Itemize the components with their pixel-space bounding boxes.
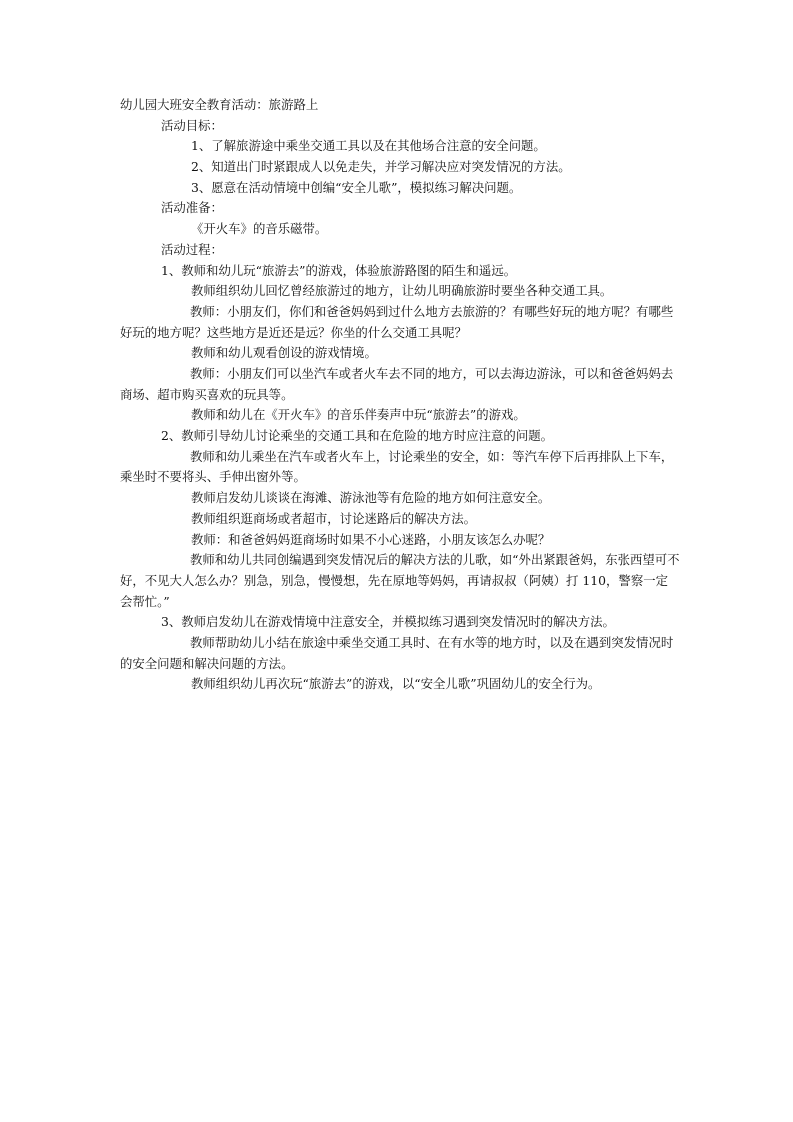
paragraph: 教师组织幼儿回忆曾经旅游过的地方，让幼儿明确旅游时要坐各种交通工具。 bbox=[191, 283, 613, 299]
step-heading: 1、教师和幼儿玩“旅游去”的游戏，体验旅游路图的陌生和遥远。 bbox=[161, 262, 517, 278]
paragraph: 教师启发幼儿谈谈在海滩、游泳池等有危险的地方如何注意安全。 bbox=[191, 490, 551, 506]
paragraph: 教师：小朋友们可以坐汽车或者火车去不同的地方，可以去海边游泳，可以和爸爸妈妈去商场、超市购买喜欢的玩具等。 bbox=[120, 365, 674, 402]
goal-item: 3、愿意在活动情境中创编“安全儿歌”，模拟练习解决问题。 bbox=[191, 179, 522, 195]
goal-item: 1、了解旅游途中乘坐交通工具以及在其他场合注意的安全问题。 bbox=[191, 138, 546, 154]
step-heading: 2、教师引导幼儿讨论乘坐的交通工具和在危险的地方时应注意的问题。 bbox=[161, 428, 553, 444]
prep-item: 《开火车》的音乐磁带。 bbox=[191, 221, 328, 237]
paragraph: 教师帮助幼儿小结在旅途中乘坐交通工具时、在有水等的地方时，以及在遇到突发情况时的安全问题和解决问题的方法。 bbox=[120, 635, 674, 671]
document-title: 幼儿园大班安全教育活动：旅游路上 bbox=[120, 97, 319, 112]
paragraph: 教师组织幼儿再次玩“旅游去”的游戏，以“安全儿歌”巩固幼儿的安全行为。 bbox=[191, 676, 601, 692]
paragraph: 教师和幼儿在《开火车》的音乐伴奏声中玩“旅游去”的游戏。 bbox=[191, 407, 526, 423]
document-body bbox=[120, 95, 680, 695]
prep-heading: 活动准备： bbox=[161, 200, 223, 216]
paragraph: 教师：和爸爸妈妈逛商场时如果不小心迷路，小朋友该怎么办呢？ bbox=[191, 531, 551, 547]
paragraph: 教师和幼儿观看创设的游戏情境。 bbox=[191, 345, 377, 361]
goal-item: 2、知道出门时紧跟成人以免走失，并学习解决应对突发情况的方法。 bbox=[191, 159, 571, 175]
paragraph: 教师：小朋友们，你们和爸爸妈妈到过什么地方去旅游的？有哪些好玩的地方呢？有哪些好玩的地方呢？这些地方是近还是远？你坐的什么交通工具呢？ bbox=[120, 303, 674, 340]
goals-heading: 活动目标： bbox=[161, 117, 223, 133]
paragraph: 教师和幼儿乘坐在汽车或者火车上，讨论乘坐的安全，如：等汽车停下后再排队上下车，乘坐时不要将头、手伸出窗外等。 bbox=[120, 448, 674, 485]
paragraph: 教师和幼儿共同创编遇到突发情况后的解决方法的儿歌，如“外出紧跟爸妈，东张西望可不好，不见大人怎么办？别急，别急，慢慢想，先在原地等妈妈，再请叔叔（阿姨）打 110，警察一定会帮忙。” bbox=[120, 552, 680, 609]
process-heading: 活动过程： bbox=[161, 241, 223, 257]
paragraph: 教师组织逛商场或者超市，讨论迷路后的解决方法。 bbox=[191, 510, 476, 526]
step-heading: 3、教师启发幼儿在游戏情境中注意安全，并模拟练习遇到突发情况时的解决方法。 bbox=[161, 614, 615, 630]
